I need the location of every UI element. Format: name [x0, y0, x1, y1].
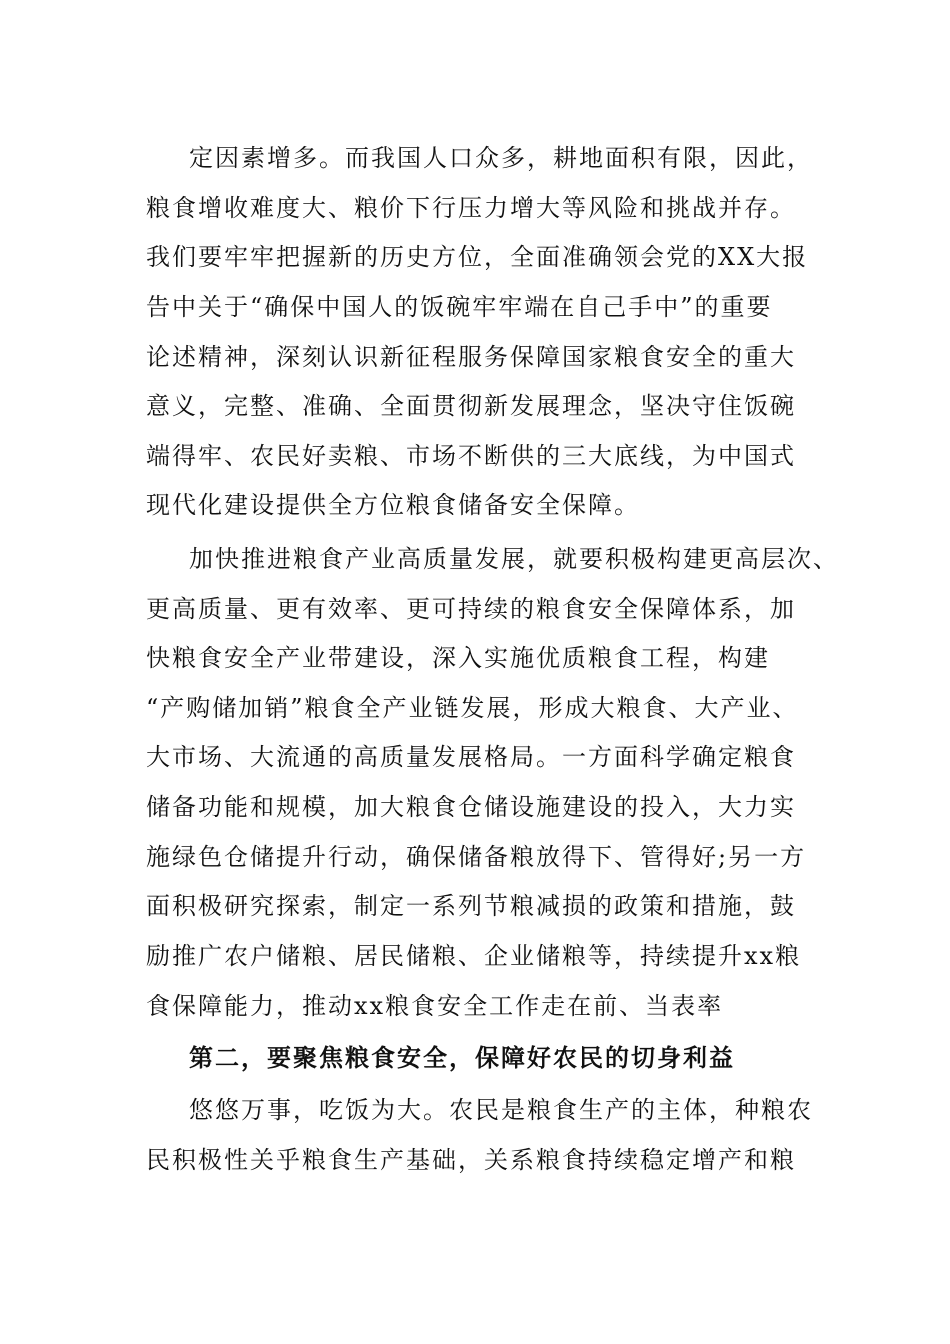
text-line: 施绿色仓储提升行动，确保储备粮放得下、管得好;另一方: [146, 843, 807, 871]
text-line: 食保障能力，推动xx粮食安全工作走在前、当表率: [146, 992, 724, 1020]
text-line: 端得牢、农民好卖粮、市场不断供的三大底线，为中国式: [146, 442, 796, 470]
text-line: 现代化建设提供全方位粮食储备安全保障。: [146, 491, 640, 519]
text-line: 大市场、大流通的高质量发展格局。一方面科学确定粮食: [146, 743, 796, 771]
text-line: 励推广农户储粮、居民储粮、企业储粮等，持续提升xx粮: [146, 942, 802, 970]
text-line: 面积极研究探索，制定一系列节粮减损的政策和措施，鼓: [146, 892, 796, 920]
section-heading: 第二，要聚焦粮食安全，保障好农民的切身利益: [189, 1044, 735, 1072]
text-line: “产购储加销”粮食全产业链发展，形成大粮食、大产业、: [146, 694, 799, 722]
text-line: 意义，完整、准确、全面贯彻新发展理念，坚决守住饭碗: [146, 392, 796, 420]
text-line: 加快推进粮食产业高质量发展，就要积极构建更高层次、: [189, 545, 839, 573]
text-line: 论述精神，深刻认识新征程服务保障国家粮食安全的重大: [146, 343, 796, 371]
text-line: 我们要牢牢把握新的历史方位，全面准确领会党的XX大报: [146, 243, 809, 271]
text-line: 快粮食安全产业带建设，深入实施优质粮食工程，构建: [146, 644, 770, 672]
text-line: 悠悠万事，吃饭为大。农民是粮食生产的主体，种粮农: [189, 1096, 813, 1124]
text-line: 粮食增收难度大、粮价下行压力增大等风险和挑战并存。: [146, 194, 796, 222]
text-line: 更高质量、更有效率、更可持续的粮食安全保障体系，加: [146, 595, 796, 623]
text-line: 储备功能和规模，加大粮食仓储设施建设的投入，大力实: [146, 793, 796, 821]
text-line: 告中关于“确保中国人的饭碗牢牢端在自己手中”的重要: [146, 293, 773, 321]
text-line: 定因素增多。而我国人口众多，耕地面积有限，因此，: [189, 144, 813, 172]
text-line: 民积极性关乎粮食生产基础，关系粮食持续稳定增产和粮: [146, 1146, 796, 1174]
